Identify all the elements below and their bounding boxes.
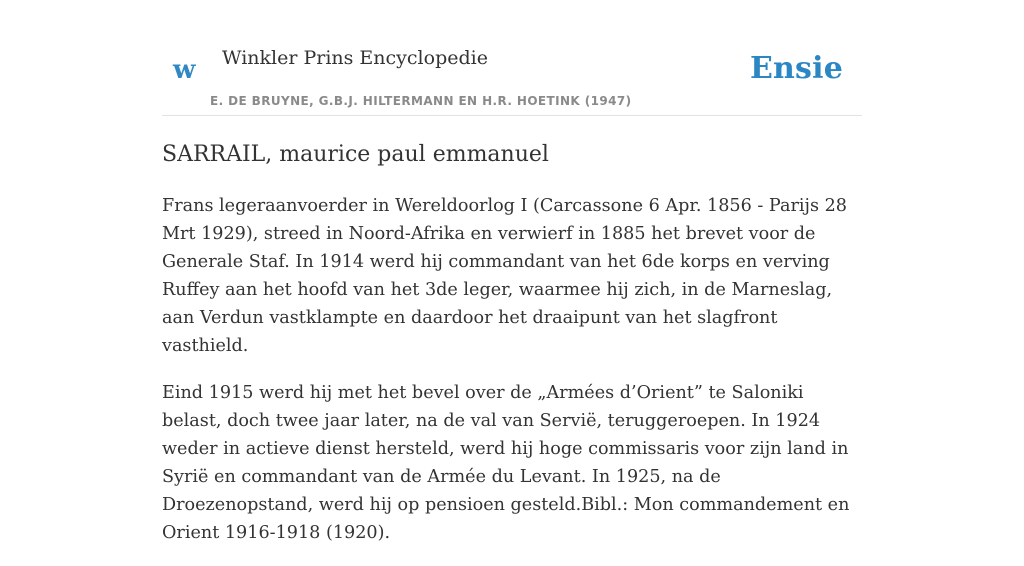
encyclopedia-title: Winkler Prins Encyclopedie bbox=[222, 47, 488, 69]
ensie-logo-link[interactable]: Ensie bbox=[749, 51, 843, 86]
article-body bbox=[162, 192, 862, 566]
article-title: SARRAIL, maurice paul emmanuel bbox=[162, 142, 549, 167]
article-paragraph: Eind 1915 werd hij met het bevel over de „Armées d’Orient” te Saloniki belast, doch twee jaar later, na de val van Servië, teruggeroepen. In 1924 weder in actieve dienst hersteld, werd hij hoge commissaris voor zijn land in Syrië en commandant van de Armée du Levant. In 1925, na de Droezenopstand, werd hij op pensioen gesteld.Bibl.: Mon commandement en Orient 1916-1918 (1920). bbox=[162, 383, 850, 543]
authors-line: E. DE BRUYNE, G.B.J. HILTERMANN EN H.R. HOETINK (1947) bbox=[210, 94, 632, 108]
article-paragraph: Frans legeraanvoerder in Wereldoorlog I (Carcassone 6 Apr. 1856 - Parijs 28 Mrt 1929), streed in Noord-Afrika en verwierf in 1885 het brevet voor de Generale Staf. In 1914 werd hij commandant van het 6de korps en verving Ruffey aan het hoofd van het 3de leger, waarmee hij zich, in de Marneslag, aan Verdun vastklampte en daardoor het draaipunt van het slagfront vasthield. bbox=[162, 196, 847, 356]
encyclopedia-logo-link[interactable]: w bbox=[173, 55, 196, 85]
header-divider bbox=[162, 115, 862, 116]
